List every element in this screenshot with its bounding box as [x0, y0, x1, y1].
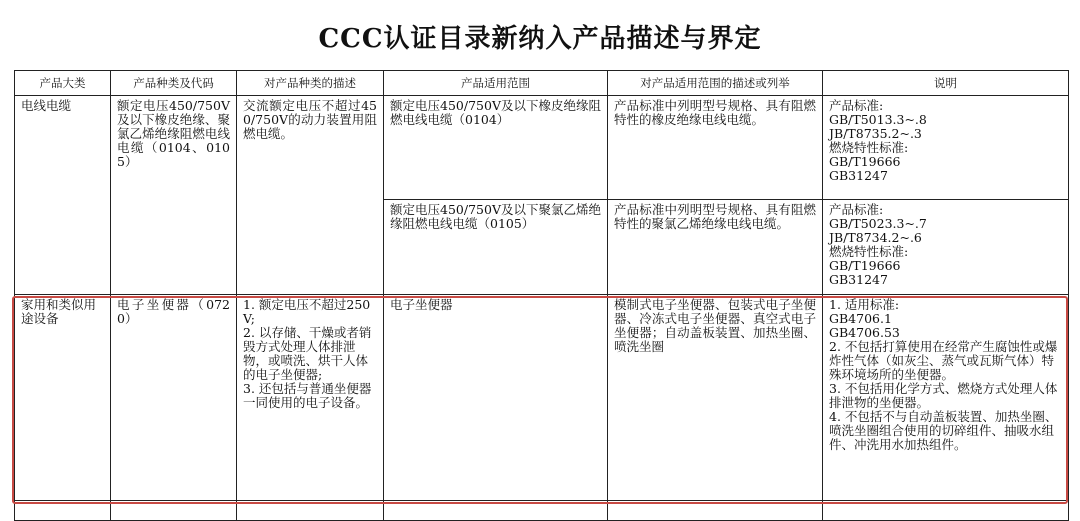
table-row	[15, 295, 1069, 501]
header-note: 说明	[823, 71, 1069, 96]
cell-type-desc: 1. 额定电压不超过250V; 2. 以存储、干燥或者销毁方式处理人体排泄物，或喷洗、烘干人体的电子坐便器; 3. 还包括与普通坐便器一同使用的电子设备。	[237, 295, 384, 501]
header-scope-desc: 对产品适用范围的描述或列举	[608, 71, 823, 96]
cell-scope-desc: 产品标准中列明型号规格、具有阻燃特性的聚氯乙烯绝缘电线电缆。	[608, 200, 823, 295]
cell-scope: 额定电压450/750V及以下橡皮绝缘阻燃电线电缆（0104）	[384, 96, 608, 200]
cell-scope: 额定电压450/750V及以下聚氯乙烯绝缘阻燃电线电缆（0105）	[384, 200, 608, 295]
cell-note: 产品标准: GB/T5023.3~.7 JB/T8734.2~.6 燃烧特性标准: GB/T19666 GB31247	[823, 200, 1069, 295]
header-type-desc: 对产品种类的描述	[237, 71, 384, 96]
cell-type-code: 额定电压450/750V及以下橡皮绝缘、聚氯乙烯绝缘阻燃电线电缆（0104、0105）	[111, 96, 237, 295]
cell-category: 电线电缆	[15, 96, 111, 295]
cell-scope-desc: 产品标准中列明型号规格、具有阻燃特性的橡皮绝缘电线电缆。	[608, 96, 823, 200]
cell-scope: 电子坐便器	[384, 295, 608, 501]
cell-note: 产品标准: GB/T5013.3~.8 JB/T8735.2~.3 燃烧特性标准: GB/T19666 GB31247	[823, 96, 1069, 200]
header-type-code: 产品种类及代码	[111, 71, 237, 96]
table-header-row	[15, 71, 1069, 96]
cell-type-desc: 交流额定电压不超过450/750V的动力装置用阻燃电缆。	[237, 96, 384, 295]
cell-category: 家用和类似用途设备	[15, 295, 111, 501]
page-title: CCC认证目录新纳入产品描述与界定	[318, 24, 762, 54]
cell-scope-desc: 模制式电子坐便器、包装式电子坐便器、冷冻式电子坐便器、真空式电子坐便器；自动盖板装置、加热坐圈、喷洗坐圈	[608, 295, 823, 501]
cell-type-code: 电子坐便器（0720）	[111, 295, 237, 501]
catalog-table	[14, 70, 1069, 521]
header-scope: 产品适用范围	[384, 71, 608, 96]
cell-note: 1. 适用标准: GB4706.1 GB4706.53 2. 不包括打算使用在经常产生腐蚀性或爆炸性气体（如灰尘、蒸气或瓦斯气体）特殊环境场所的坐便器。 3. 不包括用化学方式、燃烧方式处理人体排泄物的坐便器。 4. 不包括不与自动盖板装置、加热坐圈、喷洗坐圈组合使用的切碎组件、抽吸水组件、冲洗用水加热组件。	[823, 295, 1069, 501]
header-category: 产品大类	[15, 71, 111, 96]
table-row	[15, 96, 1069, 200]
